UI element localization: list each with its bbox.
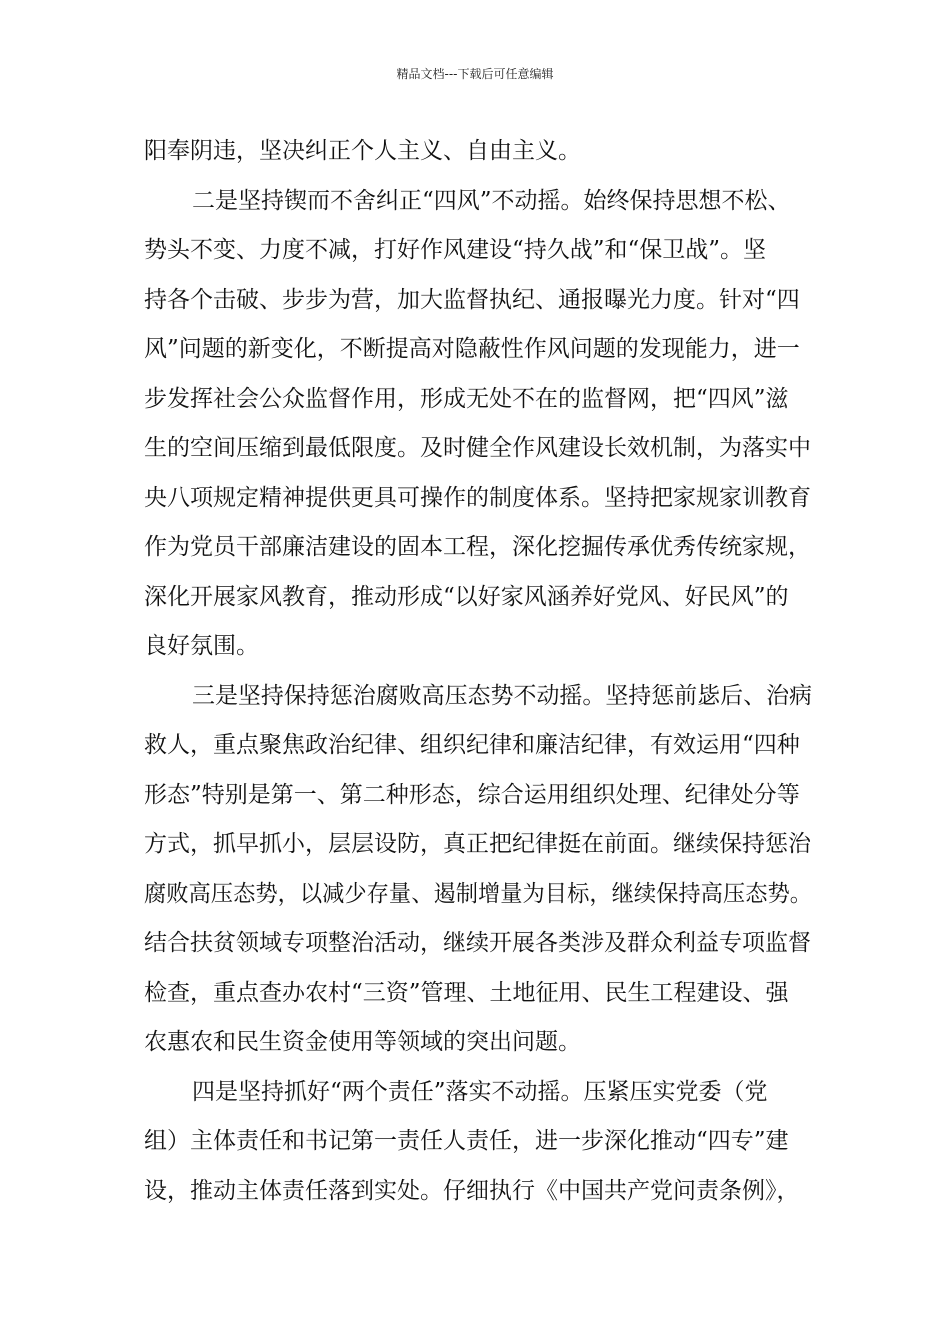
text-line: 组）主体责任和书记第一责任人责任，进一步深化推动“四专”建 [144,1128,789,1154]
text-line: 步发挥社会公众监督作用，形成无处不在的监督网，把“四风”滋 [144,386,789,412]
text-line: 持各个击破、步步为营，加大监督执纪、通报曝光力度。针对“四 [144,287,800,313]
text-line: 设，推动主体责任落到实处。仔细执行《中国共产党问责条例》， [144,1178,800,1204]
text-line: 农惠农和民生资金使用等领域的突出问题。 [144,1029,581,1055]
text-line: 检查，重点查办农村“三资”管理、土地征用、民生工程建设、强 [144,980,789,1006]
text-line: 腐败高压态势，以减少存量、遏制增量为目标，继续保持高压态势。 [144,881,812,907]
text-line: 方式，抓早抓小，层层设防，真正把纪律挺在前面。继续保持惩治 [144,831,811,857]
page-header: 精品文档---下载后可任意编辑 [396,67,554,81]
paragraph-first-line: 三是坚持保持惩治腐败高压态势不动摇。坚持惩前毖后、治病 [192,683,812,709]
text-line: 结合扶贫领域专项整治活动，继续开展各类涉及群众利益专项监督 [144,930,811,956]
text-line: 势头不变、力度不减，打好作风建设“持久战”和“保卫战”。坚 [144,237,767,263]
text-line: 救人，重点聚焦政治纪律、组织纪律和廉洁纪律，有效运用“四种 [144,732,800,758]
text-line: 形态”特别是第一、第二种形态，综合运用组织处理、纪律处分等 [144,782,800,808]
text-line: 风”问题的新变化，不断提高对隐蔽性作风问题的发现能力，进一 [144,336,800,362]
text-line: 阳奉阴违，坚决纠正个人主义、自由主义。 [144,138,581,164]
text-line: 央八项规定精神提供更具可操作的制度体系。坚持把家规家训教育 [144,485,811,511]
text-line: 良好氛围。 [144,633,259,659]
paragraph-first-line: 二是坚持锲而不舍纠正“四风”不动摇。始终保持思想不松、 [192,188,791,214]
paragraph-first-line: 四是坚持抓好“两个责任”落实不动摇。压紧压实党委（党 [192,1079,768,1105]
text-line: 生的空间压缩到最低限度。及时健全作风建设长效机制，为落实中 [144,435,811,461]
text-line: 深化开展家风教育，推动形成“以好家风涵养好党风、好民风”的 [144,584,789,610]
text-line: 作为党员干部廉洁建设的固本工程，深化挖掘传承优秀传统家规， [144,534,811,560]
